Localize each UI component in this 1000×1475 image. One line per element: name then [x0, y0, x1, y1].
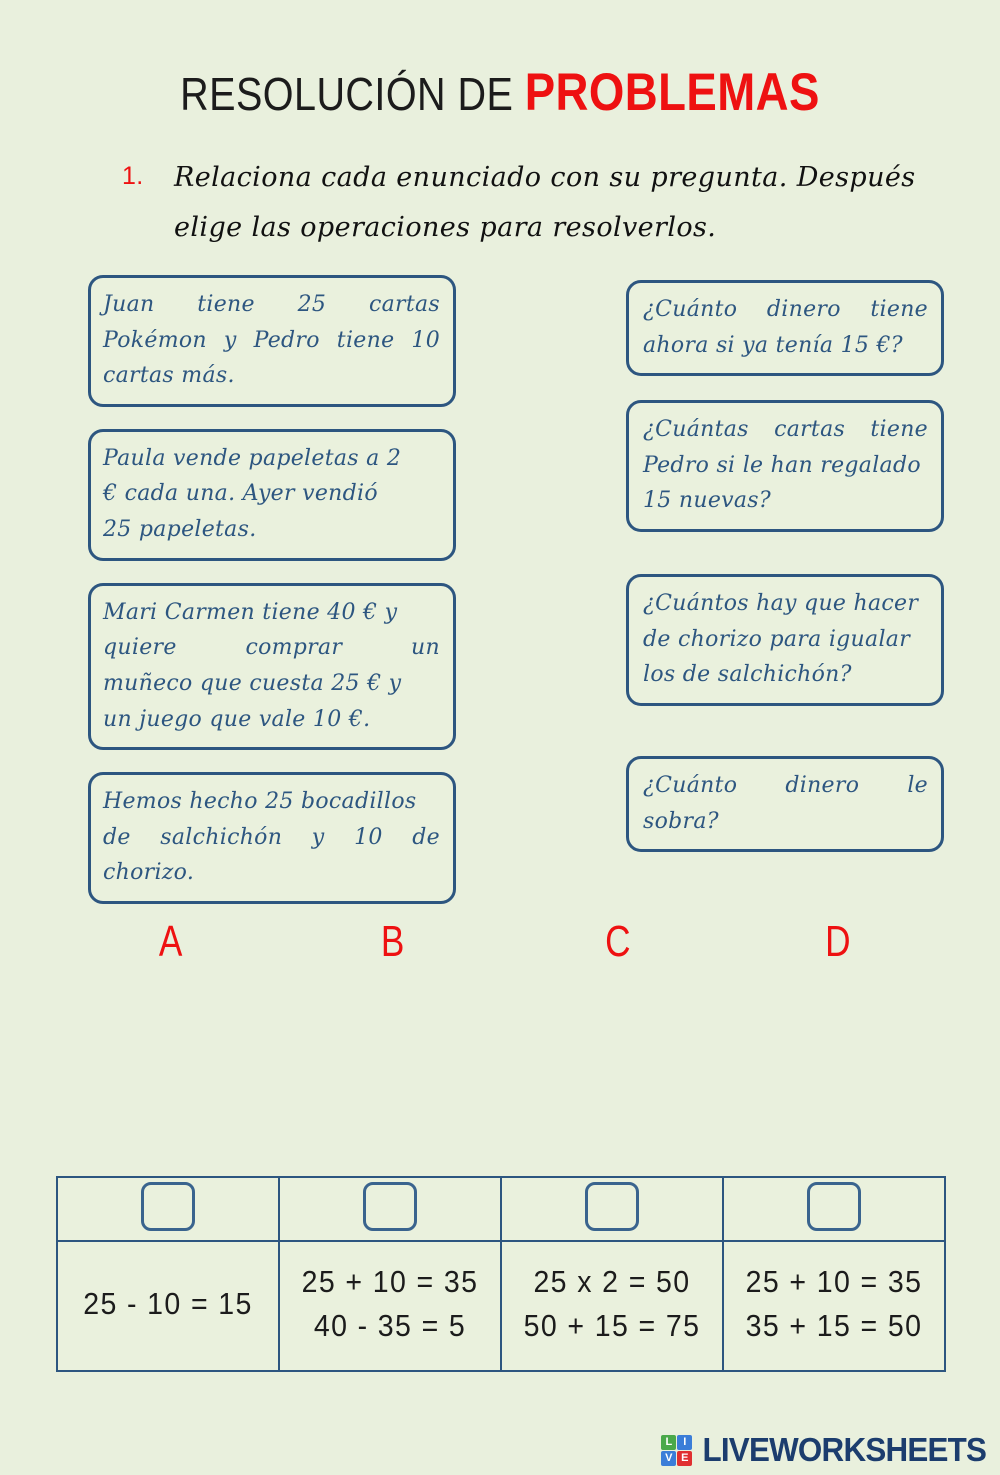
question-2-line-1: ¿Cuántas cartas tiene [643, 417, 928, 443]
operations-header-cell-2 [279, 1177, 501, 1241]
operations-cell-4 [723, 1241, 945, 1371]
answer-letter-c: C [605, 916, 631, 966]
question-4-line-2: sobra? [643, 808, 719, 834]
statement-box-c[interactable] [88, 583, 456, 751]
logo-tile-i: I [677, 1435, 692, 1450]
question-3-line-2: de chorizo para igualar [643, 626, 911, 652]
question-3-line-1: ¿Cuántos hay que hacer [643, 591, 919, 616]
statement-b-line-2: € cada una. Ayer vendió [103, 481, 378, 507]
statement-c-line-1: Mari Carmen tiene 40 € y [103, 599, 398, 625]
answer-letter-b: B [380, 916, 405, 966]
logo-tile-v: V [661, 1451, 676, 1466]
operation-2-line-1: 25 + 10 = 35 [301, 1263, 479, 1299]
question-2-line-2: Pedro si le han regalado [643, 452, 921, 478]
operations-table [56, 1176, 946, 1372]
answer-letter-a: A [158, 916, 183, 966]
statement-d-line-3: chorizo. [103, 860, 195, 886]
question-1-line-2: ahora si ya tenía 15 €? [643, 332, 903, 358]
statement-a-line-2: Pokémon y Pedro tiene 10 [103, 327, 440, 353]
question-box-4[interactable] [626, 756, 944, 852]
statement-a-line-1: Juan tiene 25 cartas [103, 291, 440, 317]
answer-letter-row [0, 917, 1000, 979]
page-title-red: PROBLEMAS [524, 63, 820, 122]
operation-1-line-1: 25 - 10 = 15 [83, 1285, 253, 1321]
operations-cell-2 [279, 1241, 501, 1371]
statement-b-line-3: 25 papeletas. [103, 517, 257, 542]
statement-c-line-2: quiere comprar un [103, 635, 440, 661]
operation-3-line-2: 50 + 15 = 75 [523, 1308, 701, 1343]
instruction-block [0, 153, 1000, 253]
statement-box-a[interactable] [88, 275, 456, 407]
question-box-1[interactable] [626, 280, 944, 376]
page-title-black: RESOLUCIÓN DE [180, 68, 514, 120]
liveworksheets-logo-icon [661, 1435, 692, 1466]
liveworksheets-wordmark: LIVEWORKSHEETS [702, 1431, 987, 1468]
operation-2-line-2: 40 - 35 = 5 [313, 1308, 467, 1343]
operations-cell-1 [57, 1241, 279, 1371]
question-3-line-3: los de salchichón? [643, 662, 852, 688]
answer-drop-box-1[interactable] [141, 1182, 195, 1231]
statement-d-line-1: Hemos hecho 25 bocadillos [103, 789, 417, 815]
page-title [70, 62, 930, 123]
operations-cell-3 [501, 1241, 723, 1371]
questions-column [626, 275, 944, 852]
statement-a-line-3: cartas más. [103, 363, 235, 389]
operation-3-line-1: 25 x 2 = 50 [533, 1263, 691, 1299]
instruction-line-2: elige las operaciones para resolverlos. [174, 211, 717, 243]
logo-tile-e: E [677, 1451, 692, 1466]
operations-table-body-row [57, 1241, 945, 1371]
liveworksheets-logo[interactable] [661, 1431, 994, 1469]
question-box-2[interactable] [626, 400, 944, 532]
answer-drop-box-4[interactable] [807, 1182, 861, 1231]
question-1-line-1: ¿Cuánto dinero tiene [643, 296, 928, 322]
statement-c-line-4: un juego que vale 10 €. [103, 706, 371, 732]
statement-c-line-3: muñeco que cuesta 25 € y [103, 670, 402, 696]
question-4-line-1: ¿Cuánto dinero le [643, 772, 928, 798]
operation-4-line-1: 25 + 10 = 35 [745, 1263, 923, 1299]
statements-column [88, 275, 456, 904]
statement-box-b[interactable] [88, 429, 456, 561]
operations-header-cell-3 [501, 1177, 723, 1241]
answer-drop-box-3[interactable] [585, 1182, 639, 1231]
instruction-number: 1. [122, 162, 144, 190]
instruction-line-1: Relaciona cada enunciado con su pregunta. Después [174, 162, 916, 193]
answer-drop-box-2[interactable] [363, 1182, 417, 1231]
matching-board [0, 275, 1000, 915]
operation-4-line-2: 35 + 15 = 50 [745, 1308, 923, 1343]
operations-header-cell-1 [57, 1177, 279, 1241]
question-box-3[interactable] [626, 574, 944, 706]
logo-tile-l: L [661, 1435, 676, 1450]
operations-header-cell-4 [723, 1177, 945, 1241]
answer-letter-d: D [825, 916, 851, 966]
operations-table-header-row [57, 1177, 945, 1241]
statement-b-line-1: Paula vende papeletas a 2 [103, 445, 402, 471]
statement-d-line-2: de salchichón y 10 de [103, 824, 440, 850]
question-2-line-3: 15 nuevas? [643, 488, 771, 514]
statement-box-d[interactable] [88, 772, 456, 904]
